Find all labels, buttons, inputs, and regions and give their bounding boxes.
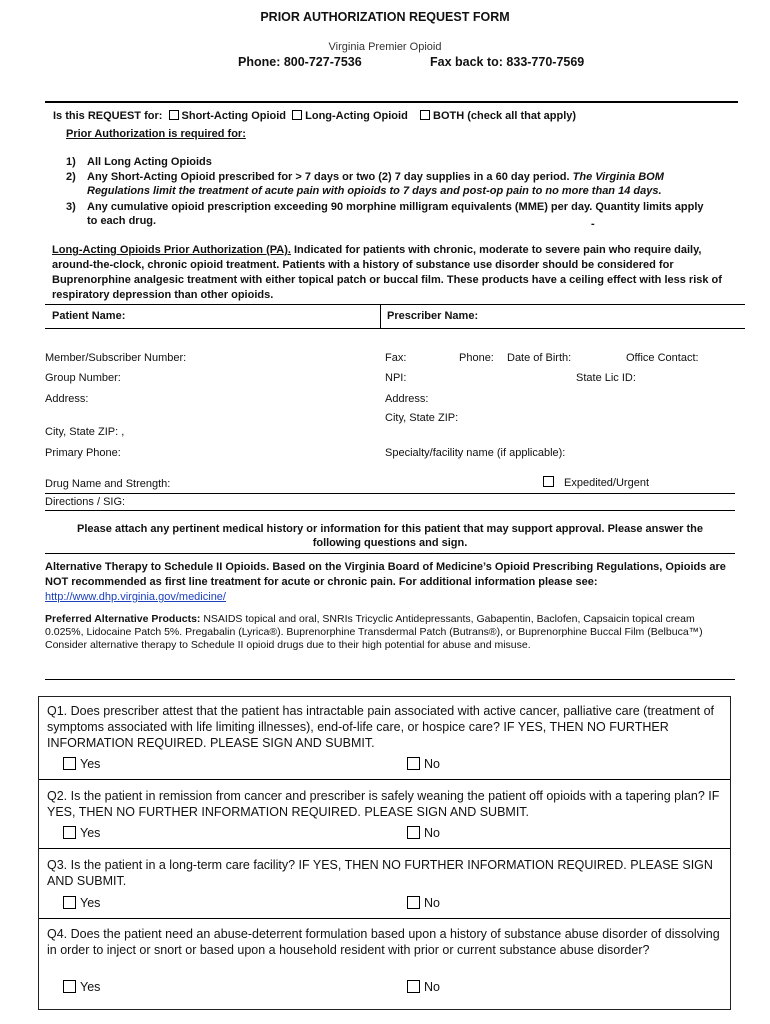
expedited-option (543, 476, 649, 489)
state-lic-field[interactable]: State Lic ID: (576, 372, 636, 384)
prior-item-1: 1) All Long Acting Opioids (66, 156, 212, 168)
prior-item-2: 2) Any Short-Acting Opioid prescribed for > 7 days or two (2) 7 day supplies in a 60 day period. The Virginia BOM Regulations limit the treatment of acute pain with opioids to 7 days and post-op pain to no more than 14 days. (66, 171, 664, 197)
short-acting-label: Short-Acting Opioid (181, 110, 287, 122)
specialty-field[interactable]: Specialty/facility name (if applicable): (385, 447, 566, 459)
question-1-yes-checkbox[interactable] (63, 757, 76, 770)
question-1-text: Q1. Does prescriber attest that the patient has intractable pain associated with active cancer, palliative care (treatment of symptoms associated with life limiting illnesses), end-of-life care, or hospice care? IF YES, THEN NO FURTHER INFORMATION REQUIRED. PLEASE SIGN AND SUBMIT. (47, 704, 715, 750)
form-title: PRIOR AUTHORIZATION REQUEST FORM (260, 10, 510, 24)
question-1-no[interactable]: No (407, 757, 440, 771)
names-bottom-line (45, 328, 745, 329)
question-3-no-checkbox[interactable] (407, 896, 420, 909)
short-acting-checkbox[interactable] (169, 110, 179, 120)
date-of-birth-field[interactable]: Date of Birth: (507, 352, 572, 364)
question-divider-1 (39, 779, 730, 780)
drug-line (45, 493, 735, 494)
question-3-yes[interactable]: Yes (63, 896, 100, 910)
attach-note: Please attach any pertinent medical history or information for this patient that may support approval. Please answer the following questions and sign. (77, 523, 703, 549)
question-4-no[interactable]: No (407, 980, 440, 994)
alternative-therapy: Alternative Therapy to Schedule II Opioids. Based on the Virginia Board of Medicine’s Opioid Prescribing Regulations, Opioids are NOT recommended as first line treatment for acute or chronic pain. For additional information please see: http://www.dhp.virginia.gov/medicine/ (45, 561, 726, 603)
expedited-checkbox[interactable] (543, 476, 554, 487)
question-divider-3 (39, 918, 730, 919)
question-4-text: Q4. Does the patient need an abuse-deterrent formulation based upon a history of substance abuse disorder of dissolving in order to inject or snort or based upon a household resident with prior or current substance abuse disorder? (47, 927, 720, 957)
prior-auth-heading: Prior Authorization is required for: (66, 128, 246, 140)
expedited-label: Expedited/Urgent (564, 477, 649, 489)
drug-name-field[interactable]: Drug Name and Strength: (45, 478, 171, 490)
prescriber-name-label: Prescriber Name: (387, 310, 479, 322)
patient-city-field[interactable]: City, State ZIP: , (45, 426, 125, 438)
both-label: BOTH (check all that apply) (433, 110, 577, 122)
prescriber-city-field[interactable]: City, State ZIP: (385, 412, 459, 424)
question-3-yes-checkbox[interactable] (63, 896, 76, 909)
attach-line (45, 553, 735, 554)
npi-field[interactable]: NPI: (385, 372, 407, 384)
header-divider (45, 101, 738, 103)
patient-name-label: Patient Name: (52, 310, 126, 322)
member-number-field[interactable]: Member/Subscriber Number: (45, 352, 187, 364)
directions-field[interactable]: Directions / SIG: (45, 496, 126, 508)
office-contact-field[interactable]: Office Contact: (626, 352, 699, 364)
phone-number: Phone: 800-727-7536 (238, 55, 362, 69)
long-acting-paragraph: Long-Acting Opioids Prior Authorization (PA). Indicated for patients with chronic, moderate to severe pain who require daily, around-the-clock, chronic opioid treatment. Patients with a history of substance use disorder should be considered for Buprenorphine analgesic treatment with either topical patch or buccal film. These products have a ceiling effect with less risk of respiratory depression than other opioids. (52, 244, 722, 301)
question-3-text: Q3. Is the patient in a long-term care facility? IF YES, THEN NO FURTHER INFORMATION REQUIRED. PLEASE SIGN AND SUBMIT. (47, 858, 713, 888)
question-2-no[interactable]: No (407, 826, 440, 840)
prior-item-3: 3) Any cumulative opioid prescription exceeding 90 morphine milligram equivalents (MME) per day. Quantity limits apply to each drug. (66, 201, 704, 227)
question-2-no-checkbox[interactable] (407, 826, 420, 839)
both-checkbox[interactable] (420, 110, 430, 120)
question-4-yes[interactable]: Yes (63, 980, 100, 994)
names-top-line (45, 304, 745, 305)
dash-mark: - (591, 218, 595, 230)
question-3-no[interactable]: No (407, 896, 440, 910)
plan-name: Virginia Premier Opioid (328, 41, 442, 53)
patient-phone-field[interactable]: Primary Phone: (45, 447, 121, 459)
long-acting-checkbox[interactable] (292, 110, 302, 120)
question-2-yes-checkbox[interactable] (63, 826, 76, 839)
fax-number: Fax back to: 833-770-7569 (430, 55, 585, 69)
question-1-no-checkbox[interactable] (407, 757, 420, 770)
question-4-no-checkbox[interactable] (407, 980, 420, 993)
question-box (38, 696, 731, 1010)
preferred-line (45, 679, 735, 680)
question-2-text: Q2. Is the patient in remission from cancer and prescriber is safely weaning the patient off opioids with a tapering plan? IF YES, THEN NO FURTHER INFORMATION REQUIRED. PLEASE SIGN AND SUBMIT. (47, 789, 720, 819)
long-acting-heading: Long-Acting Opioids Prior Authorization (PA). (52, 244, 291, 256)
group-number-field[interactable]: Group Number: (45, 372, 121, 384)
request-label: Is this REQUEST for: (53, 110, 163, 122)
question-divider-2 (39, 848, 730, 849)
prescriber-fax-field[interactable]: Fax: (385, 352, 407, 364)
dhp-medicine-link[interactable]: http://www.dhp.virginia.gov/medicine/ (45, 591, 226, 603)
long-acting-label: Long-Acting Opioid (305, 110, 408, 122)
prescriber-phone-field[interactable]: Phone: (459, 352, 494, 364)
preferred-label: Preferred Alternative Products: (45, 613, 201, 625)
question-4-yes-checkbox[interactable] (63, 980, 76, 993)
prescriber-address-field[interactable]: Address: (385, 393, 429, 405)
names-divider (380, 304, 381, 328)
request-row (53, 110, 576, 122)
patient-address-field[interactable]: Address: (45, 393, 89, 405)
question-2-yes[interactable]: Yes (63, 826, 100, 840)
question-1-yes[interactable]: Yes (63, 757, 100, 771)
directions-line (45, 510, 735, 511)
preferred-products: Preferred Alternative Products: NSAIDS topical and oral, SNRIs Tricyclic Antidepressants, Gabapentin, Baclofen, Capsaicin topical cream 0.025%, Lidocaine Patch 5%. Pregabalin (Lyrica®). Buprenorphine Transdermal Patch (Butrans®), or Buprenorphine Buccal Film (Belbuca™) Consider alternative therapy to Schedule II opioid drugs due to their high potential for abuse and misuse. (45, 613, 703, 651)
